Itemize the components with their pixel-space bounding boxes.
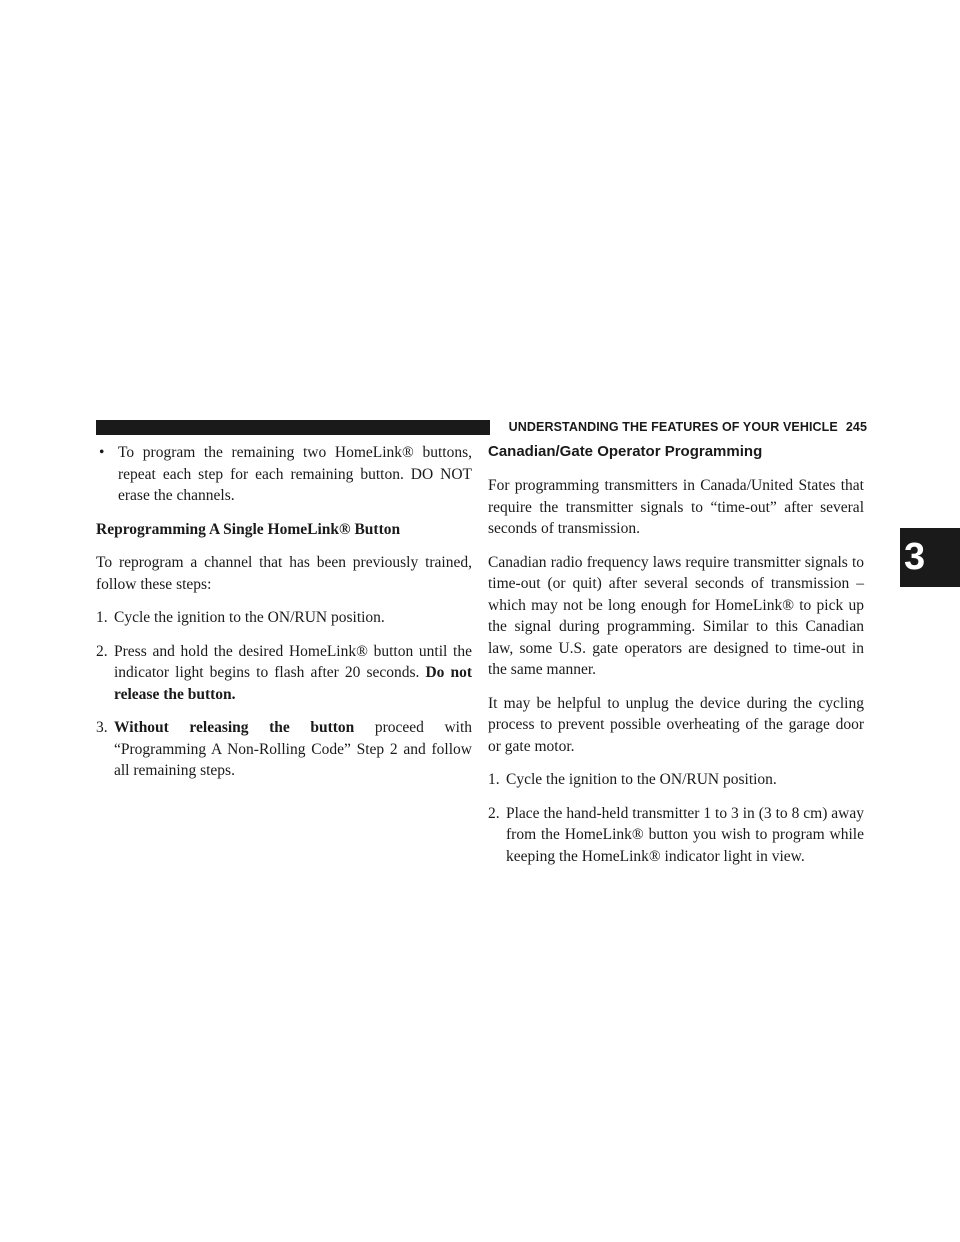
paragraph: For programming transmitters in Canada/United States that require the transmitter signals to “time-out” after several seconds of transmission.	[488, 477, 864, 537]
paragraph: Canadian radio frequency laws require transmitter signals to time-out (or quit) after several seconds of transmission – which may not be long enough for HomeLink® to pick up the signal during programming. Similar to this Canadian law, some U.S. gate operators are designed to time-out in the same manner.	[488, 553, 864, 678]
paragraph: It may be helpful to unplug the device during the cycling process to prevent possible overheating of the garage door or gate motor.	[488, 694, 864, 755]
right-column	[488, 442, 864, 879]
bullet-item	[96, 442, 472, 507]
bullet-dot: •	[99, 444, 105, 461]
section-heading: Canadian/Gate Operator Programming	[488, 443, 763, 460]
step-text: Cycle the ignition to the ON/RUN position.	[506, 771, 777, 788]
running-header	[505, 417, 867, 437]
step-number: 3.	[96, 719, 108, 736]
header-rule	[96, 420, 490, 435]
chapter-tab: 3	[900, 528, 960, 587]
step-number: 2.	[488, 804, 500, 822]
intro-paragraph: To reprogram a channel that has been previously trained, follow these steps:	[96, 554, 472, 593]
step-number: 2.	[96, 642, 108, 660]
page-number: 245	[845, 420, 867, 434]
bullet-text: To program the remaining two HomeLink® buttons, repeat each step for each remaining button. DO NOT erase the channels.	[118, 444, 472, 504]
step-number: 1.	[488, 771, 500, 788]
step-item	[488, 803, 864, 868]
step-item	[96, 641, 472, 706]
step-bold-text: Without releasing the button	[114, 719, 355, 736]
step-text: proceed with “Programming A Non-Rolling Code” Step 2 and follow all remaining steps.	[114, 719, 473, 779]
step-item	[96, 717, 472, 782]
section-title: UNDERSTANDING THE FEATURES OF YOUR VEHICLE	[508, 420, 838, 434]
step-text: Cycle the ignition to the ON/RUN position.	[114, 609, 385, 626]
step-text: Place the hand-held transmitter 1 to 3 in (3 to 8 cm) away from the HomeLink® button you wish to program while keeping the HomeLink® indicator light in view.	[506, 804, 864, 865]
step-bold-text: Do not release the button.	[114, 664, 472, 703]
left-column	[96, 442, 472, 794]
subheading: Reprogramming A Single HomeLink® Button	[96, 520, 401, 538]
step-number: 1.	[96, 609, 108, 626]
step-text: Press and hold the desired HomeLink® button until the indicator light begins to flash after 20 seconds.	[114, 642, 472, 681]
step-item	[488, 769, 864, 791]
step-item	[96, 607, 472, 629]
